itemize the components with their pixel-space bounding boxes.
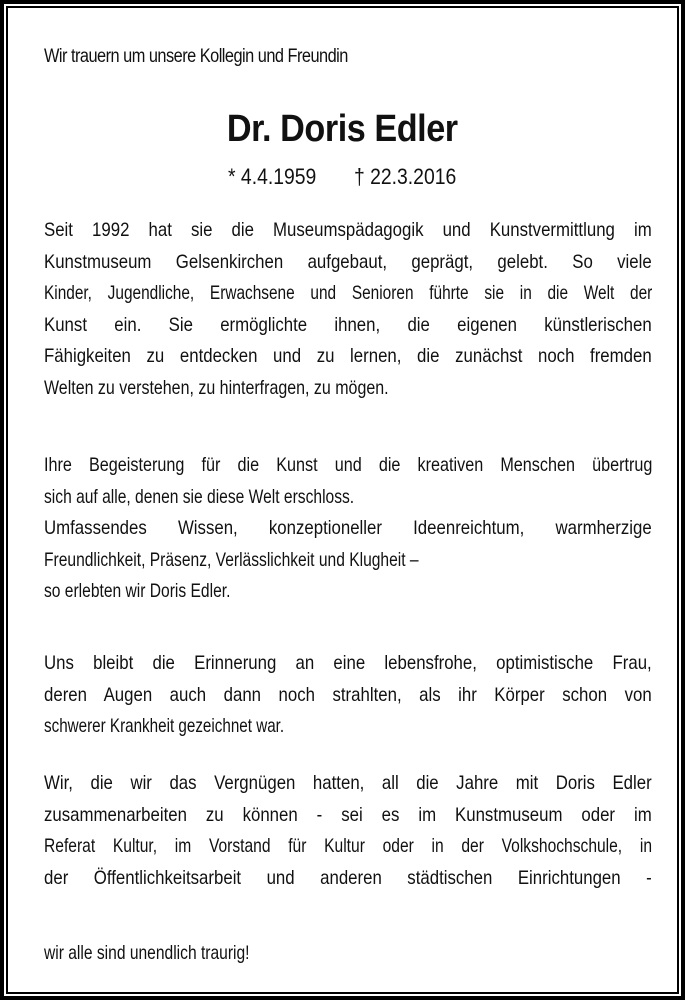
closing-line <box>44 938 652 970</box>
obituary-content <box>44 8 653 992</box>
birth-date: * 4.4.1959 <box>228 164 317 189</box>
obituary-frame <box>6 6 679 994</box>
paragraph-line: Kunst ein. Sie ermöglichte ihnen, die eigenen künstlerischen <box>44 313 652 336</box>
paragraph-line: Freundlichkeit, Präsenz, Verlässlichkeit und Klugheit – <box>44 548 419 571</box>
paragraph-line: zusammenarbeiten zu können - sei es im Kunstmuseum oder im <box>44 803 652 826</box>
death-date: † 22.3.2016 <box>353 164 457 189</box>
paragraph-line: Wir, die wir das Vergnügen hatten, all die Jahre mit Doris Edler <box>44 772 652 794</box>
closing-text: wir alle sind unendlich traurig! <box>44 942 250 964</box>
paragraph-1 <box>44 215 652 404</box>
paragraph-line: Seit 1992 hat sie die Museumspädagogik und Kunstvermittlung im <box>44 219 652 241</box>
paragraph-line: Kinder, Jugendliche, Erwachsene und Senioren führte sie in die Welt der <box>44 282 653 304</box>
paragraph-line: Kunstmuseum Gelsenkirchen aufgebaut, geprägt, gelebt. So viele <box>44 250 652 273</box>
paragraph-line: sich auf alle, denen sie diese Welt erschloss. <box>44 485 355 508</box>
paragraph-line: so erlebten wir Doris Edler. <box>44 580 231 602</box>
paragraph-line: Referat Kultur, im Vorstand für Kultur oder in der Volkshochschule, in <box>44 835 652 857</box>
intro-line: Wir trauern um unsere Kollegin und Freundin <box>44 46 348 67</box>
paragraph-4 <box>44 768 652 894</box>
paragraph-3 <box>44 648 652 743</box>
white-gap-border <box>4 4 681 996</box>
deceased-name <box>44 108 641 151</box>
paragraph-line: Welten zu verstehen, zu hinterfragen, zu mögen. <box>44 376 389 399</box>
deceased-name-text: Dr. Doris Edler <box>227 108 458 150</box>
paragraph-line: deren Augen auch dann noch strahlten, als ihr Körper schon von <box>44 683 652 706</box>
paragraph-line: Uns bleibt die Erinnerung an eine lebensfrohe, optimistische Frau, <box>44 652 652 674</box>
paragraph-line: der Öffentlichkeitsarbeit und anderen städtischen Einrichtungen - <box>44 866 652 889</box>
life-dates <box>44 164 641 190</box>
paragraph-line: Fähigkeiten zu entdecken und zu lernen, die zunächst noch fremden <box>44 345 652 367</box>
paragraph-2 <box>44 450 652 608</box>
paragraph-line: Umfassendes Wissen, konzeptioneller Ideenreichtum, warmherzige <box>44 517 652 539</box>
paragraph-line: schwerer Krankheit gezeichnet war. <box>44 715 285 737</box>
paragraph-line: Ihre Begeisterung für die Kunst und die kreativen Menschen übertrug <box>44 454 653 476</box>
